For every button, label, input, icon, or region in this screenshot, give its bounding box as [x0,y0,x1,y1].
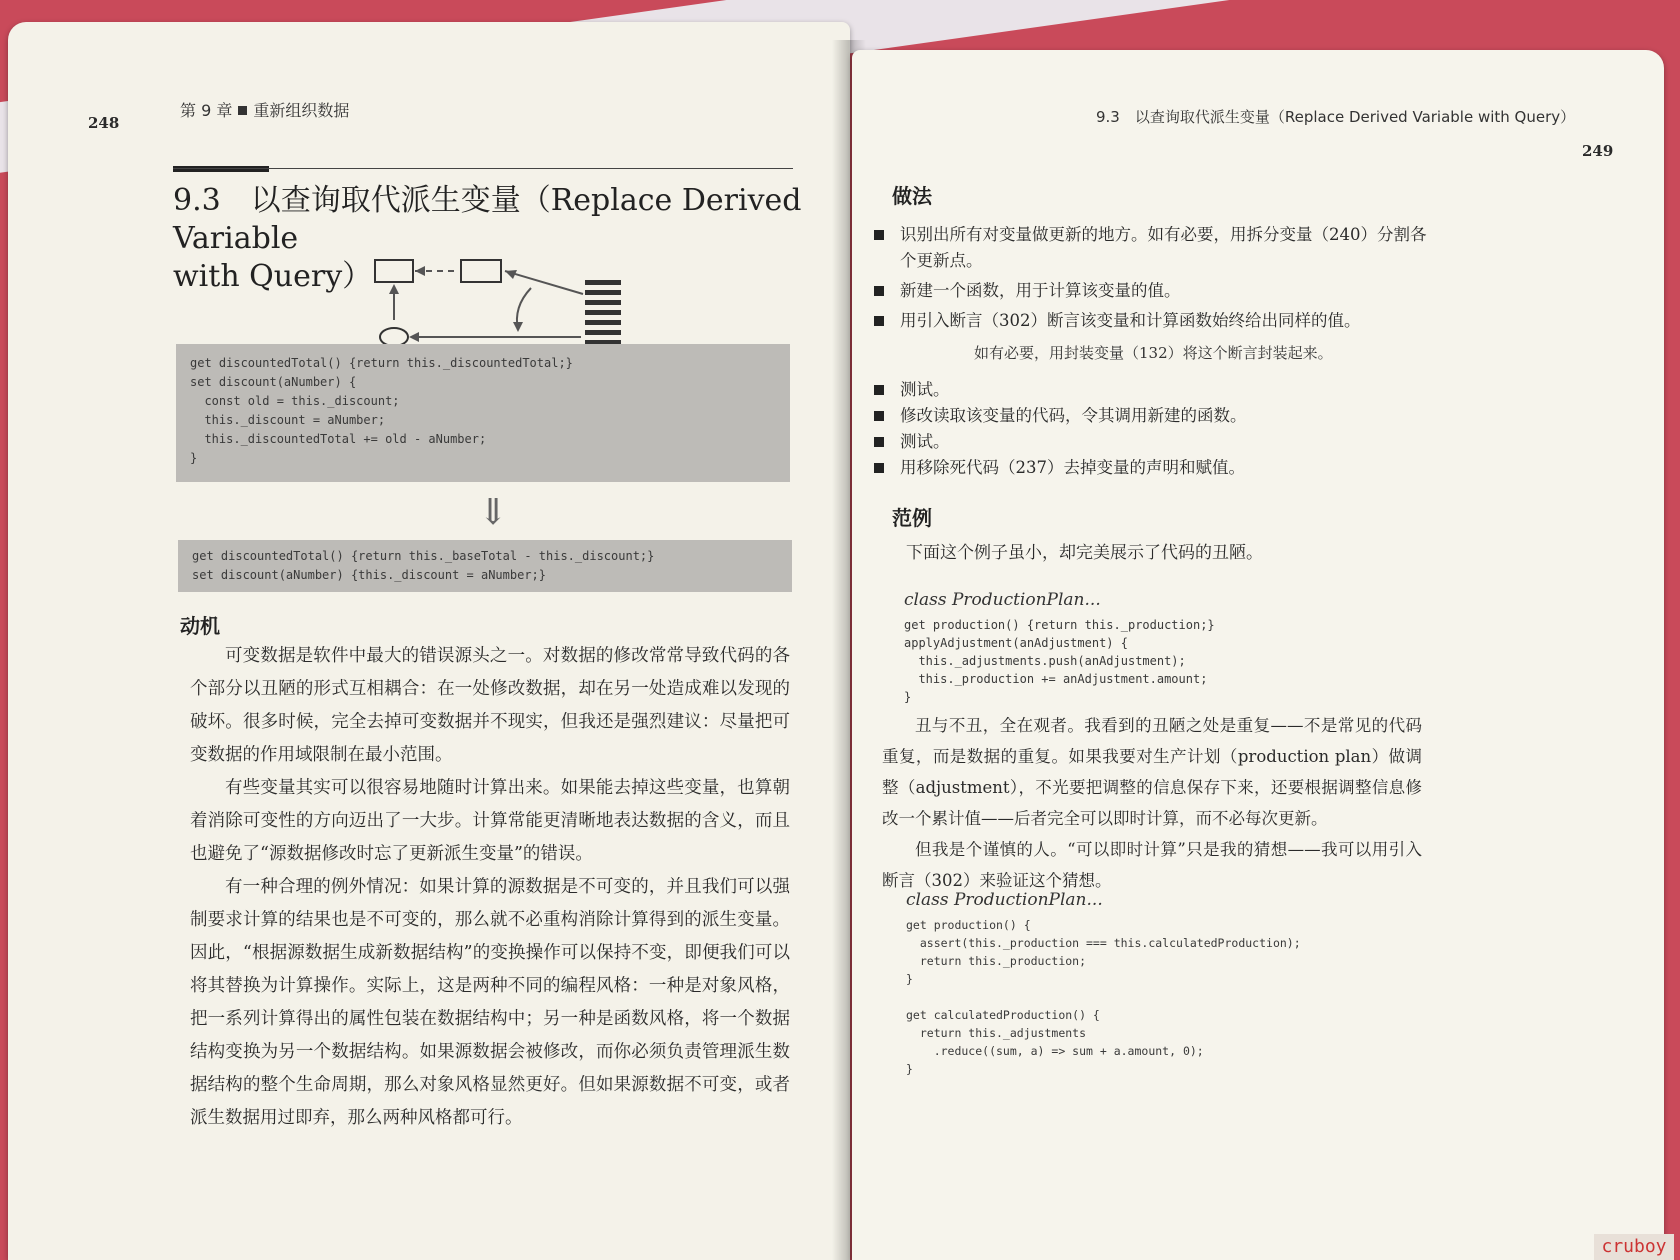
mechanics-heading: 做法 [892,184,932,208]
code-example-1: get production() {return this._production;} applyAdjustment(anAdjustment) { this._adjustments.push(anAdjustment); this._production += anAdjustment.amount; } [904,618,1215,704]
example-intro: 下面这个例子虽小，却完美展示了代码的丑陋。 [906,543,1263,563]
right-running-head: 9.3 以查询取代派生变量（Replace Derived Variable with Query） [1096,108,1576,126]
paragraph: 但我是个谨慎的人。“可以即时计算”只是我的猜想——我可以用引入断言（302）来验证这个猜想。 [882,840,1422,890]
step-text: 识别出所有对变量做更新的地方。如有必要，用拆分变量（240）分割各个更新点。 [900,225,1427,270]
diagram-arrow-to-box [505,271,583,294]
bullet-icon [874,316,884,326]
diagram-document-lines [585,280,621,345]
step-note: 如有必要，用封装变量（132）将这个断言封装起来。 [974,344,1333,362]
left-page [8,22,850,1260]
section-title-line2: with Query） [173,259,373,294]
motivation-heading: 动机 [180,614,220,638]
step-item [874,377,1434,403]
step-text: 测试。 [900,380,950,399]
paragraph: 丑与不丑，全在观者。我看到的丑陋之处是重复——不是常见的代码重复，而是数据的重复。如果我要对生产计划（production plan）做调整（adjustment），不光要把调整的信息保存下来，还要根据调整信息修改一个累计值——后者完全可以即时计算，而不必每次更新。 [882,716,1422,828]
example-heading: 范例 [892,506,932,530]
code-after: get discountedTotal() {return this._baseTotal - this._discount;} set discount(aNumber) {this._discount = aNumber;} [178,540,792,592]
left-running-head [180,98,349,121]
bullet-icon [874,230,884,240]
example-body [882,710,1422,896]
step-item [874,222,1434,274]
paragraph: 有一种合理的例外情况：如果计算的源数据是不可变的，并且我们可以强制要求计算的结果也是不可变的，那么就不必重构消除计算得到的派生变量。因此，“根据源数据生成新数据结构”的变换操作可以保持不变，即便我们可以将其替换为计算操作。实际上，这是两种不同的编程风格：一种是对象风格，把一系列计算得出的属性包装在数据结构中；另一种是函数风格，将一个数据结构变换为另一个数据结构。如果源数据会被修改，而你必须负责管理派生数据结构的整个生命周期，那么对象风格显然更好。但如果源数据不可变，或者派生数据用过即弃，那么两种风格都可行。 [190,877,790,1128]
step-item [874,308,1434,334]
class-label: class ProductionPlan... [904,590,1101,610]
mechanics-steps [874,222,1434,481]
step-item [874,429,1434,455]
paragraph: 有些变量其实可以很容易地随时计算出来。如果能去掉这些变量，也算朝着消除可变性的方向迈出了一大步。计算常能更清晰地表达数据的含义，而且也避免了“源数据修改时忘了更新派生变量”的错误。 [190,778,790,864]
step-item [874,455,1434,481]
diagram-arrowhead [513,322,523,332]
bullet-icon [874,385,884,395]
diagram-arrowhead [409,332,419,342]
section-title-rule-thick [173,166,269,172]
step-item [874,403,1434,429]
watermark: cruboy [1594,1234,1674,1260]
step-text: 修改读取该变量的代码，令其调用新建的函数。 [900,406,1247,425]
step-item [874,278,1434,304]
right-page [852,50,1664,1260]
right-page-number: 249 [1582,142,1614,160]
class-label: class ProductionPlan... [906,890,1103,910]
diagram-arrowhead [389,284,399,294]
code-example-2: get production() { assert(this._production === this.calculatedProduction); return this._production; } get calculatedProduction() { return this._adjustments .reduce((sum, a) => sum + a.amount, 0); } [906,918,1301,1076]
diagram-box-right [461,260,501,282]
bullet-icon [874,411,884,421]
paragraph: 可变数据是软件中最大的错误源头之一。对数据的修改常常导致代码的各个部分以丑陋的形式互相耦合：在一处修改数据，却在另一处造成难以发现的破坏。很多时候，完全去掉可变数据并不现实，但我还是强烈建议：尽量把可变数据的作用域限制在最小范围。 [190,646,790,765]
running-head-chapter: 第 9 章 [180,101,233,120]
motivation-body [190,640,790,1135]
step-text: 测试。 [900,432,950,451]
diagram-box-left [375,260,413,282]
bullet-icon [874,437,884,447]
running-head-title: 重新组织数据 [253,101,350,120]
bullet-icon [874,286,884,296]
left-page-number: 248 [88,114,120,132]
bullet-icon [874,463,884,473]
step-text: 新建一个函数，用于计算该变量的值。 [900,281,1181,300]
section-title-rule [173,168,793,169]
step-text: 用移除死代码（237）去掉变量的声明和赋值。 [900,458,1245,477]
section-title-line1: 9.3 以查询取代派生变量（Replace Derived Variable [173,183,802,256]
step-text: 用引入断言（302）断言该变量和计算函数始终给出同样的值。 [900,311,1361,330]
diagram-arrowhead [415,266,425,276]
square-bullet-icon [238,106,247,115]
code-before: get discountedTotal() {return this._discountedTotal;} set discount(aNumber) { const old = this._discount; this._discount = aNumber; this._discountedTotal += old - aNumber; } [176,344,790,482]
down-arrow-icon: ⇓ [478,492,509,533]
